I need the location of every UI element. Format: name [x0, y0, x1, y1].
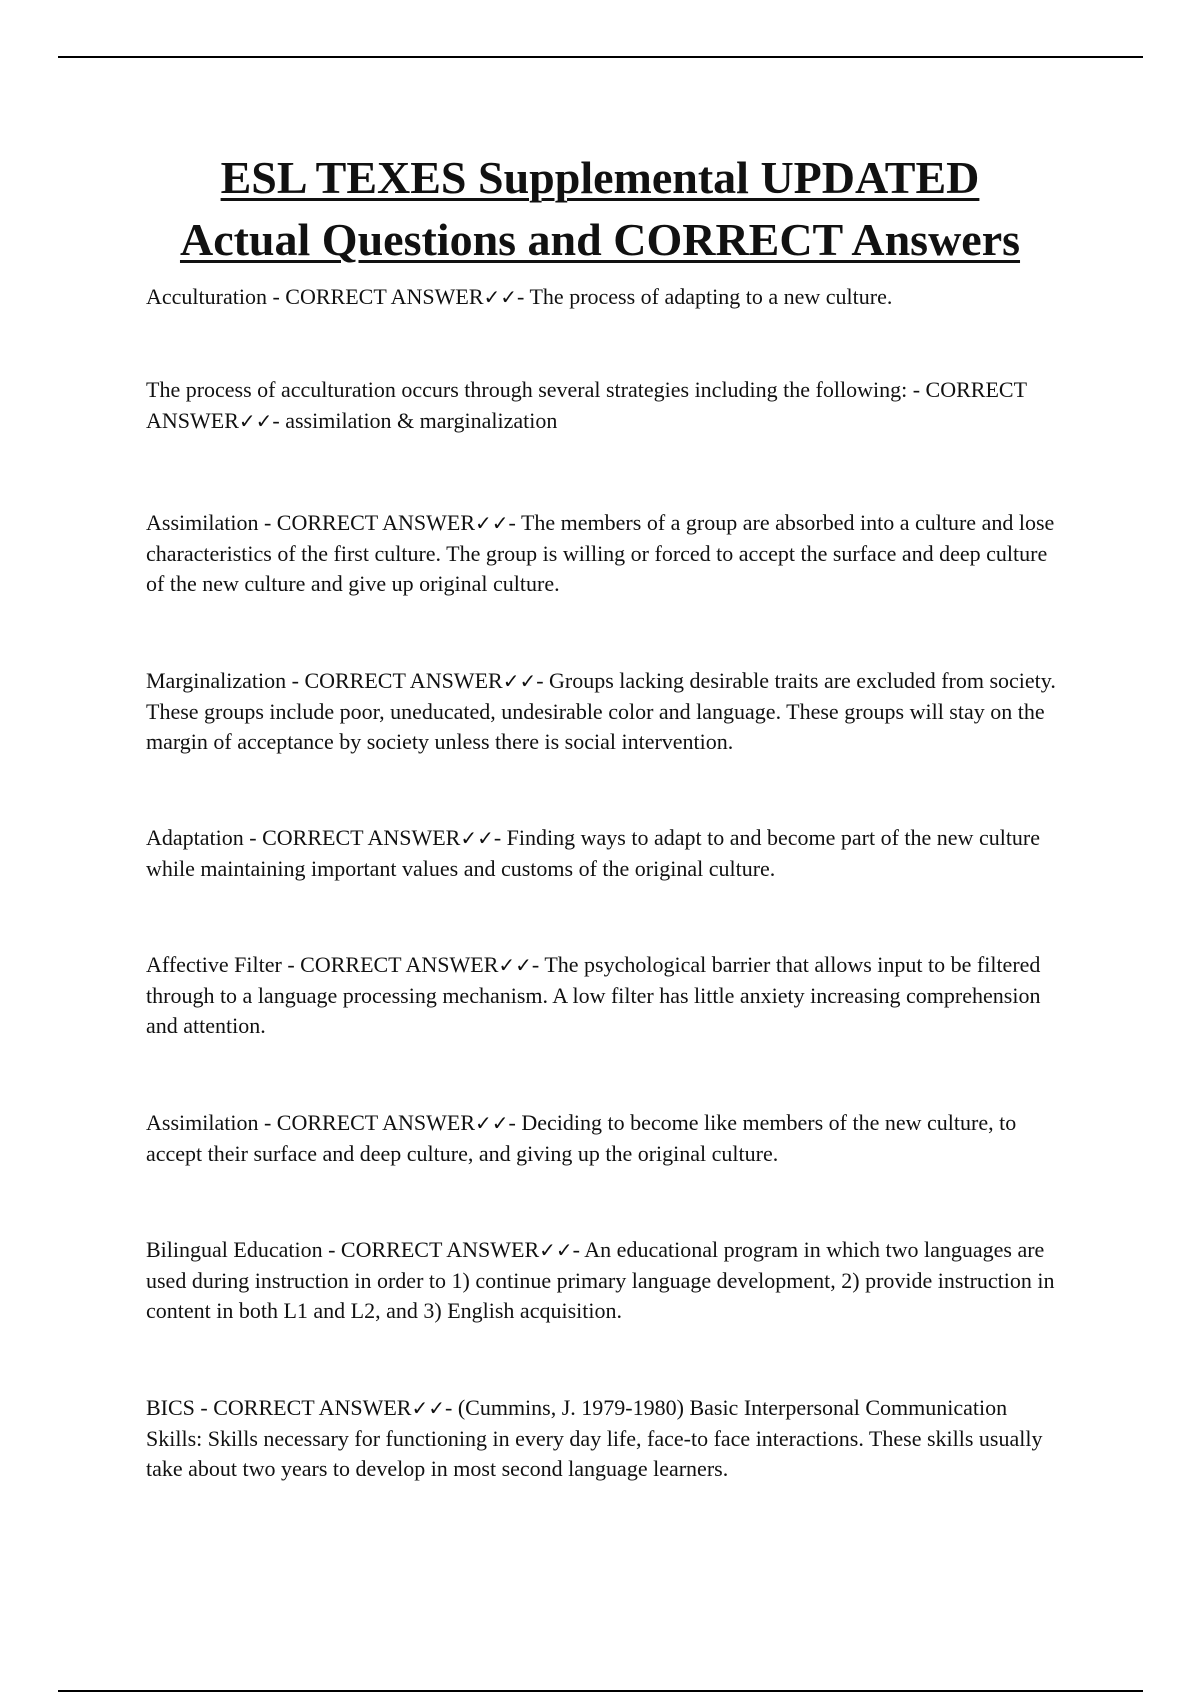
double-check-icon: ✓✓ — [483, 285, 518, 309]
entry-term: Marginalization — [146, 668, 287, 693]
entry-separator: - CORRECT ANSWER — [243, 825, 461, 850]
entry-dash: - — [272, 407, 286, 433]
qa-entry-marginalization — [146, 666, 1066, 758]
entry-answer: The psychological barrier that allows input to be filtered through to a language processing mechanism. A low filter has little anxiety increasing comprehension and attention. — [146, 952, 1041, 1038]
qa-entry-bilingual-education — [146, 1235, 1066, 1327]
entry-term: Assimilation — [146, 510, 259, 535]
entry-dash: - — [572, 1237, 585, 1262]
entry-answer: (Cummins, J. 1979-1980) Basic Interpersonal Communication Skills: Skills necessary for functioning in every day life, face-to face interactions. These skills usually take about two years to develop in most second language learners. — [146, 1395, 1043, 1481]
entry-term: BICS — [146, 1395, 195, 1420]
entry-separator: - CORRECT ANSWER — [286, 668, 503, 693]
entry-dash: - — [517, 284, 530, 309]
entry-separator: - CORRECT ANSWER — [146, 377, 1027, 433]
entry-separator: - CORRECT ANSWER — [266, 284, 484, 309]
title-line-2: Actual Questions and CORRECT Answers — [179, 214, 1021, 265]
title-line-1: ESL TEXES Supplemental UPDATED — [220, 152, 980, 203]
entry-dash: - — [536, 668, 550, 693]
entry-separator: - CORRECT ANSWER — [258, 510, 476, 535]
qa-entry-acculturation — [146, 282, 1066, 313]
qa-entry-assimilation — [146, 508, 1066, 600]
double-check-icon: ✓✓ — [238, 408, 273, 433]
entry-term: The process of acculturation occurs through several strategies including the following: — [146, 377, 908, 402]
qa-entry-bics — [146, 1393, 1066, 1485]
entry-answer: Deciding to become like members of the new culture, to accept their surface and deep culture, and giving up the original culture. — [146, 1110, 1017, 1166]
entry-dash: - — [508, 1110, 522, 1135]
double-check-icon: ✓✓ — [411, 1396, 445, 1420]
entry-answer: Finding ways to adapt to and become part of the new culture while maintaining important values and customs of the original culture. — [146, 825, 1041, 881]
entry-term: Affective Filter — [146, 952, 282, 977]
qa-entry-assimilation-2 — [146, 1108, 1066, 1169]
double-check-icon: ✓✓ — [502, 669, 537, 693]
qa-entry-adaptation — [146, 823, 1066, 884]
entry-separator: - CORRECT ANSWER — [281, 952, 499, 977]
entry-term: Bilingual Education — [146, 1237, 323, 1262]
bottom-rule — [58, 1690, 1143, 1692]
entry-answer: An educational program in which two languages are used during instruction in order to 1) continue primary language development, 2) provide instruction in content in both L1 and L2, and 3) English acquisition. — [146, 1237, 1055, 1323]
entry-separator: - CORRECT ANSWER — [322, 1237, 540, 1262]
entry-separator: - CORRECT ANSWER — [194, 1395, 412, 1420]
double-check-icon: ✓✓ — [475, 511, 509, 535]
entry-answer: The process of adapting to a new culture. — [529, 284, 893, 309]
entry-answer: Groups lacking desirable traits are excluded from society. These groups include poor, uneducated, undesirable color and language. These groups will stay on the margin of acceptance by society unless there is social intervention. — [146, 668, 1056, 754]
top-rule — [58, 56, 1143, 58]
qa-entry-affective-filter — [146, 950, 1066, 1042]
entry-answer: The members of a group are absorbed into a culture and lose characteristics of the first culture. The group is willing or forced to accept the surface and deep culture of the new culture and give up original culture. — [146, 510, 1055, 596]
double-check-icon: ✓✓ — [460, 826, 494, 850]
entry-dash: - — [531, 952, 545, 977]
entry-dash: - — [493, 825, 507, 850]
double-check-icon: ✓✓ — [539, 1238, 573, 1262]
double-check-icon: ✓✓ — [475, 1111, 509, 1135]
entry-dash: - — [508, 510, 521, 535]
entry-term: Adaptation — [146, 825, 244, 850]
document-title — [80, 147, 1120, 271]
entry-term: Assimilation — [146, 1110, 259, 1135]
entry-term: Acculturation — [146, 284, 267, 309]
entry-dash: - — [445, 1395, 458, 1420]
qa-entry-acculturation-strategies — [146, 375, 1066, 436]
entry-separator: - CORRECT ANSWER — [258, 1110, 476, 1135]
double-check-icon: ✓✓ — [498, 953, 532, 977]
entry-answer: assimilation & marginalization — [285, 407, 558, 433]
